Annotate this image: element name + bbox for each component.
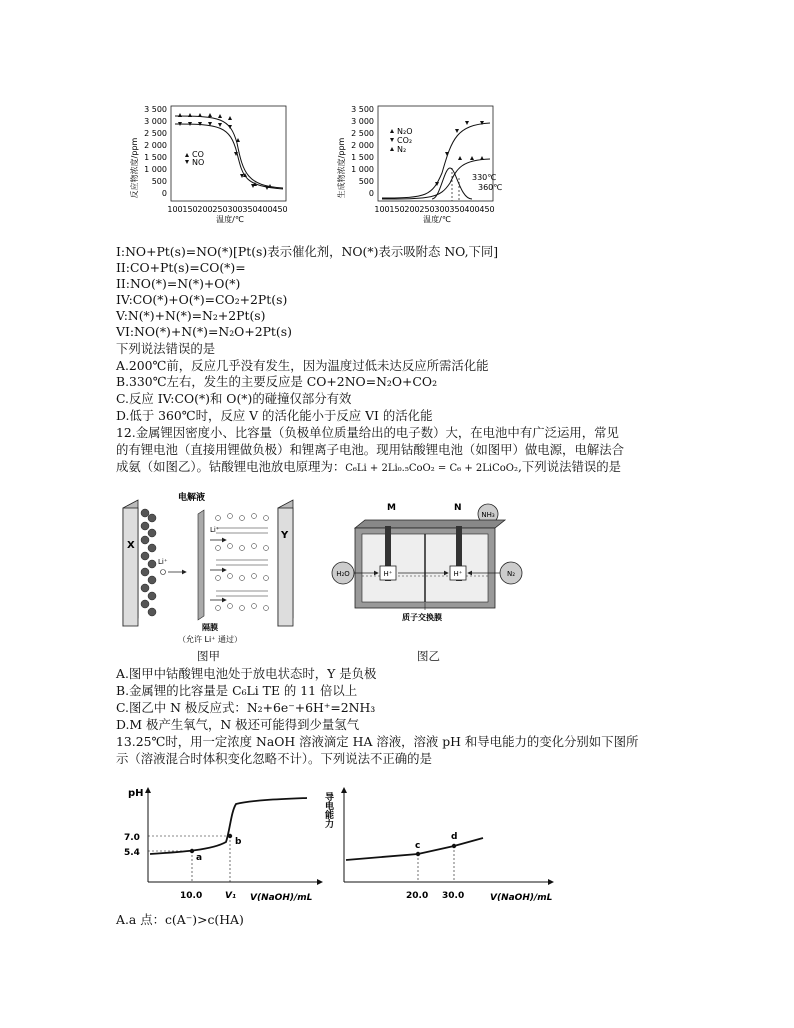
q12-tail: ,下列说法错误的是 (517, 459, 622, 474)
left-graph-ylabel: 反应物浓度/ppm (130, 137, 139, 199)
figure-jia-battery (118, 488, 313, 648)
svg-text:350: 350 (242, 205, 258, 214)
ph-ylabel: pH (128, 788, 144, 799)
svg-text:250: 250 (419, 205, 435, 214)
ph-7: 7.0 (124, 833, 140, 843)
svg-text:100: 100 (167, 205, 183, 214)
svg-text:1 500: 1 500 (144, 153, 167, 162)
ph-titration-graph (122, 782, 327, 910)
q12-option-d: D.M 极产生氧气，N 极还可能得到少量氢气 (116, 717, 360, 732)
ph-curve (150, 798, 307, 854)
separator-label: 隔膜 (202, 623, 218, 632)
svg-text:150: 150 (389, 205, 405, 214)
svg-text:N₂O: N₂O (397, 127, 413, 136)
left-graph-yticks (144, 105, 167, 198)
svg-text:0: 0 (368, 189, 374, 198)
svg-text:450: 450 (479, 205, 495, 214)
svg-text:2 500: 2 500 (144, 129, 167, 138)
q12-option-a: A.图甲中钴酸锂电池处于放电状态时，Y 是负极 (116, 666, 377, 681)
svg-text:350: 350 (449, 205, 465, 214)
h-ion-right: H⁺ (453, 570, 463, 578)
svg-text:100: 100 (374, 205, 390, 214)
right-graph-ylabel: 生成物浓度/ppm (337, 137, 346, 199)
svg-text:3 500: 3 500 (351, 105, 374, 114)
svg-text:150: 150 (182, 205, 198, 214)
svg-text:CO: CO (192, 150, 204, 159)
h-ion-left: H⁺ (383, 570, 393, 578)
svg-text:500: 500 (358, 177, 374, 186)
x-30: 30.0 (442, 891, 465, 901)
q12-option-c: C.图乙中 N 极反应式：N₂+6e⁻+6H⁺=2NH₃ (116, 700, 376, 715)
electrode-n: N (454, 503, 462, 513)
svg-text:2 000: 2 000 (144, 141, 167, 150)
right-graph-xlabel: 温度/℃ (423, 215, 451, 223)
svg-text:1 000: 1 000 (144, 165, 167, 174)
li-ion-2: Li⁺ (210, 526, 220, 534)
point-c: c (415, 841, 421, 851)
svg-text:3 000: 3 000 (144, 117, 167, 126)
svg-text:400: 400 (464, 205, 480, 214)
svg-text:3 500: 3 500 (144, 105, 167, 114)
left-graph-xticks (167, 205, 287, 214)
left-graph-legend (185, 150, 204, 167)
ph-5-4: 5.4 (124, 848, 140, 858)
li-ion-1: Li⁺ (158, 558, 168, 566)
svg-text:1 500: 1 500 (351, 153, 374, 162)
svg-text:CO₂: CO₂ (397, 136, 413, 145)
figure-yi-electrolysis (330, 498, 530, 623)
separator-note: （允许 Li⁺ 通过） (178, 635, 242, 644)
q12-line-3: 成氨（如图乙）。钴酸锂电池放电原理为： (116, 459, 346, 474)
electrolyte-label: 电解液 (178, 493, 206, 503)
reaction-1: I:NO+Pt(s)=NO(*)[Pt(s)表示催化剂，NO(*)表示吸附态 NO,下同] (116, 244, 499, 259)
reactant-concentration-graph (125, 98, 295, 223)
caption-yi: 图乙 (417, 649, 440, 663)
q12-option-b: B.金属锂的比容量是 C₆Li TE 的 11 倍以上 (116, 683, 358, 698)
right-graph-xticks (374, 205, 494, 214)
q12-equation: C₆Li + 2Li₀.₅CoO₂ = C₆ + 2LiCoO₂ (345, 463, 518, 474)
annotation-360: 360℃ (478, 183, 502, 192)
svg-text:200: 200 (197, 205, 213, 214)
q12-line-1: 12.金属锂因密度小、比容量（负极单位质量给出的电子数）大，在电池中有广泛运用，常见 (116, 425, 619, 440)
electrode-x: X (127, 540, 135, 551)
q13-option-a: A.a 点：c(A⁻)>c(HA) (116, 912, 244, 927)
cond-xlabel: V(NaOH)/mL (490, 893, 553, 903)
product-concentration-graph (332, 98, 502, 223)
svg-text:1 000: 1 000 (351, 165, 374, 174)
h2o-label: H₂O (336, 570, 350, 578)
left-graph-xlabel: 温度/℃ (216, 215, 244, 223)
q11-stem: 下列说法错误的是 (116, 341, 216, 356)
n2-label: N₂ (506, 570, 516, 578)
reaction-2: II:CO+Pt(s)=CO(*)= (116, 260, 246, 275)
q11-option-c: C.反应 IV:CO(*)和 O(*)的碰撞仅部分有效 (116, 391, 352, 406)
svg-text:450: 450 (272, 205, 288, 214)
reaction-3: II:NO(*)=N(*)+O(*) (116, 276, 241, 291)
right-graph-legend (390, 127, 413, 154)
svg-text:250: 250 (212, 205, 228, 214)
x-20: 20.0 (406, 891, 429, 901)
caption-jia: 图甲 (197, 649, 220, 663)
right-graph-yticks (351, 105, 374, 198)
point-a: a (196, 853, 203, 863)
svg-text:300: 300 (227, 205, 243, 214)
conductivity-ylabel: 导电能力 (323, 792, 333, 828)
q13-line-1: 13.25℃时，用一定浓度 NaOH 溶液滴定 HA 溶液，溶液 pH 和导电能力的变化分别如下图所 (116, 734, 639, 749)
svg-text:400: 400 (257, 205, 273, 214)
membrane-label: 质子交换膜 (402, 613, 442, 622)
electrode-y: Y (281, 530, 289, 541)
svg-text:200: 200 (404, 205, 420, 214)
svg-text:2 500: 2 500 (351, 129, 374, 138)
svg-text:500: 500 (151, 177, 167, 186)
nh3-label: NH₃ (481, 511, 495, 519)
svg-text:300: 300 (434, 205, 450, 214)
q11-option-a: A.200℃前，反应几乎没有发生，因为温度过低未达反应所需活化能 (116, 358, 489, 373)
point-b: b (235, 837, 242, 847)
reaction-4: IV:CO(*)+O(*)=CO₂+2Pt(s) (116, 292, 288, 307)
annotation-330: 330℃ (472, 173, 497, 182)
q11-option-b: B.330℃左右，发生的主要反应是 CO+2NO=N₂O+CO₂ (116, 374, 438, 389)
electrode-m: M (387, 503, 396, 513)
svg-text:3 000: 3 000 (351, 117, 374, 126)
svg-text:0: 0 (161, 189, 167, 198)
q12-line-2: 的有锂电池（直接用锂做负极）和锂离子电池。现用钴酸锂电池（如图甲）做电源，电解法合 (116, 442, 625, 457)
q13-line-2: 示（溶液混合时体积变化忽略不计）。下列说法不正确的是 (116, 751, 432, 766)
point-d: d (451, 832, 458, 842)
q11-option-d: D.低于 360℃时，反应 V 的活化能小于反应 VI 的活化能 (116, 408, 433, 423)
conductivity-graph (318, 782, 558, 910)
ph-xlabel: V(NaOH)/mL (250, 893, 313, 903)
svg-text:N₂: N₂ (397, 145, 407, 154)
reaction-6: VI:NO(*)+N(*)=N₂O+2Pt(s) (116, 324, 292, 339)
svg-text:NO: NO (192, 158, 205, 167)
x-10: 10.0 (180, 891, 203, 901)
svg-text:2 000: 2 000 (351, 141, 374, 150)
reaction-5: V:N(*)+N(*)=N₂+2Pt(s) (116, 308, 266, 323)
x-v1: V₁ (225, 891, 236, 901)
